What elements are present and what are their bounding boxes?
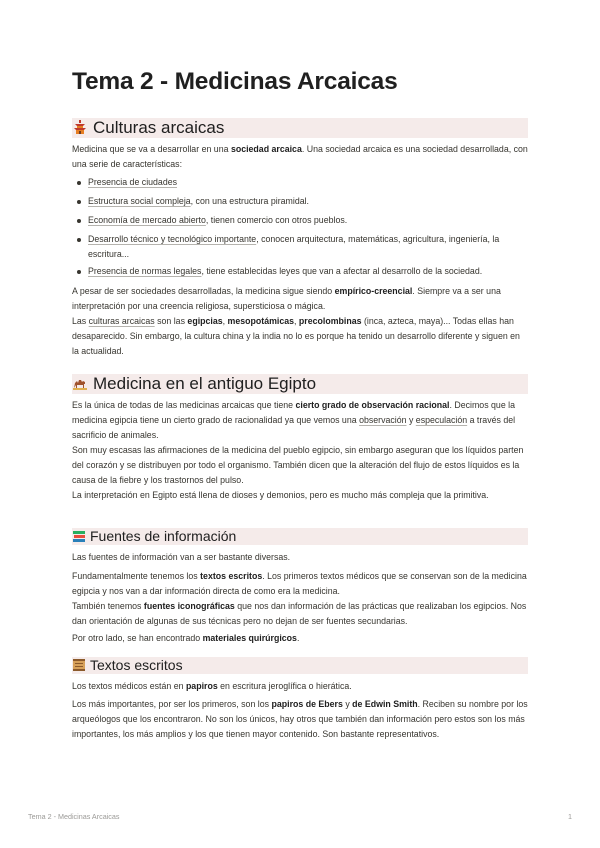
heading-text: Medicina en el antiguo Egipto <box>93 374 317 393</box>
list-item <box>88 175 528 190</box>
paragraph: Fundamentalmente tenemos los textos escritos. Los primeros textos médicos que se conservan son de la medicina egipcia y nos van a dar información directa de como era la medicina. <box>72 571 527 596</box>
list-item: Presencia de normas legales, tiene establecidas leyes que van a afectar al desarrollo de la sociedad. <box>88 266 483 276</box>
bullet-dot <box>77 181 81 185</box>
list-item: Estructura social compleja, con una estructura piramidal. <box>88 196 310 206</box>
list-item-link: Desarrollo técnico y tecnológico importante <box>88 234 257 244</box>
list-item-link: Estructura social compleja <box>88 196 191 206</box>
paragraph: Los textos médicos están en papiros en escritura jeroglífica o hierática. <box>72 681 352 691</box>
paragraph: También tenemos fuentes iconográficas que nos dan información de las prácticas que realizaban los egipcios. Nos dan orientación de algunas de sus técnicas pero no dejan de ser fuentes secundarias. <box>72 601 527 626</box>
paragraph: Las fuentes de información van a ser bastante diversas. <box>72 552 291 562</box>
books-icon <box>72 529 86 543</box>
paragraph: Es la única de todas de las medicinas arcaicas que tiene cierto grado de observación racional. Decimos que la medicina egipcia tiene un cierto grado de racionalidad ya que vemos una observación y especulación a través del sacrificio de animales. <box>72 400 516 440</box>
heading-text: Culturas arcaicas <box>93 118 225 137</box>
list-item-link: Presencia de normas legales <box>88 266 202 276</box>
list-item-link: Presencia de ciudades <box>88 177 178 187</box>
pagoda-icon <box>72 119 88 135</box>
page-title: Tema 2 - Medicinas Arcaicas <box>72 68 398 95</box>
heading-culturas-arcaicas <box>72 118 528 138</box>
paragraph: Medicina que se va a desarrollar en una sociedad arcaica. Una sociedad arcaica es una sociedad desarrollada, con una serie de características: <box>72 144 528 169</box>
bullet-dot <box>77 238 81 242</box>
footer-title: Tema 2 - Medicinas Arcaicas <box>28 812 120 821</box>
heading-text: Fuentes de información <box>90 528 237 544</box>
camel-icon <box>72 375 88 391</box>
heading-fuentes-informacion <box>72 528 528 545</box>
heading-medicina-egipto <box>72 374 528 394</box>
bullet-dot <box>77 200 81 204</box>
paragraph: Son muy escasas las afirmaciones de la medicina del pueblo egipcio, sin embargo aseguran que los líquidos parten del corazón y se distribuyen por todo el organismo. También dicen que la alteración del flujo de estos líquidos es la causa de la fiebre y los trastornos del pulso. <box>72 445 524 485</box>
heading-textos-escritos <box>72 657 528 674</box>
bullet-dot <box>77 219 81 223</box>
heading-text: Textos escritos <box>90 657 183 673</box>
paragraph: Las culturas arcaicas son las egipcias, mesopotámicas, precolombinas (inca, azteca, maya)... Todas ellas han desaparecido. Sin embargo, la cultura china y la india no lo es porque ha tenido un desarrollo diferente y siguen en la actualidad. <box>72 316 520 356</box>
bullet-dot <box>77 270 81 274</box>
paragraph: A pesar de ser sociedades desarrolladas, la medicina sigue siendo empírico-creencial. Siempre va a ser una interpretación por una creencia religiosa, supersticiosa o mágica. <box>72 286 501 311</box>
page-number: 1 <box>568 812 572 821</box>
list-item-link: Economía de mercado abierto <box>88 215 206 225</box>
paragraph: Los más importantes, por ser los primeros, son los papiros de Ebers y de Edwin Smith. Reciben su nombre por los arqueólogos que los encontraron. No son los únicos, hay otros que también dan información pero estos son los más importantes, los más amplios y los que tienen mayor contenido. Son bastante representativos. <box>72 699 528 739</box>
scroll-icon <box>72 658 86 672</box>
paragraph: Por otro lado, se han encontrado materiales quirúrgicos. <box>72 633 300 643</box>
list-item: Desarrollo técnico y tecnológico importante, conocen arquitectura, matemáticas, agricultura, ingeniería, la escritura... <box>88 234 500 259</box>
paragraph: La interpretación en Egipto está llena de dioses y demonios, pero es mucho más compleja que la primitiva. <box>72 490 489 500</box>
list-item: Economía de mercado abierto, tienen comercio con otros pueblos. <box>88 215 348 225</box>
